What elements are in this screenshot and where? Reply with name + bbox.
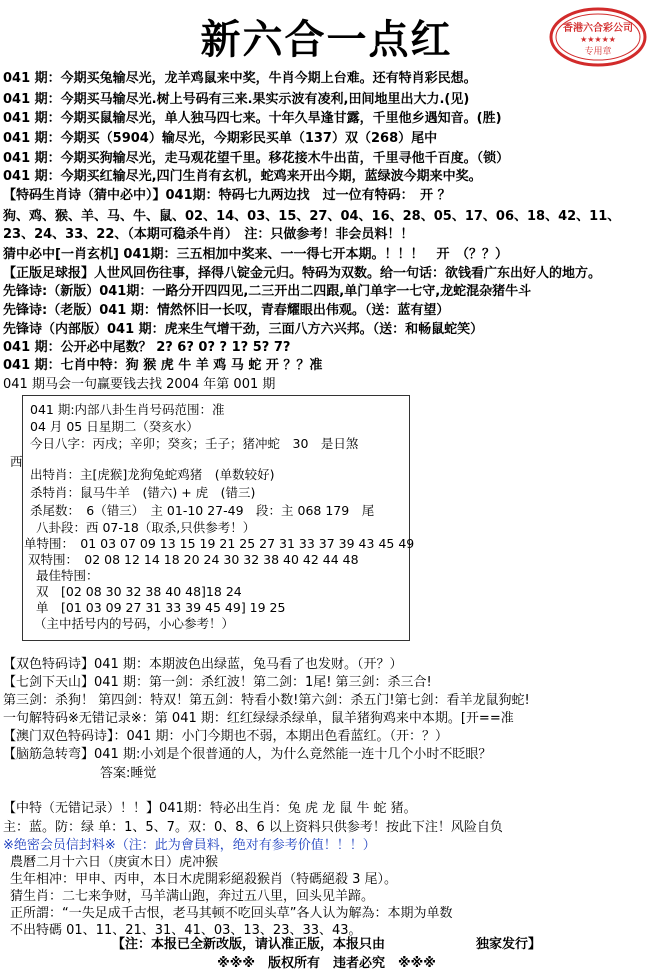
box-line: 单特围： 01 03 07 09 13 15 19 21 25 27 31 33 37 39 43 45 49 [24, 536, 415, 551]
box-line: 双 [02 08 30 32 38 40 48]18 24 [36, 584, 242, 599]
box-line: 杀特肖：鼠马牛羊 (错六) + 虎 (错三) [30, 485, 256, 500]
box-line: 最佳特围： [36, 568, 99, 583]
lines-line: 041 期：今期买马输尽光.树上号码有三来.果实示波有凌利,田间地里出大力.(见) [3, 92, 470, 107]
lines2-line: 【澳门双色特码诗】：041 期：小门今期也不弱，本期出色看蓝红。（开：？） [3, 729, 448, 744]
lines2-line: ※绝密会员信封料※（注：此为會員料，绝对有参考价值！！！） [3, 838, 376, 853]
lines-line: 【特码生肖诗（猜中必中）】041期：特码七九两边找 过一位有特码： 开 ？ [3, 188, 451, 203]
svg-text:★★★★★: ★★★★★ [580, 35, 616, 44]
lines-line: 041 期：今期买鼠输尽光，单人独马四七来。十年久旱逢甘露，千里他乡遇知音。(胜) [3, 111, 502, 126]
lines-line: 猜中必中[一肖玄机] 041期：三五相加中奖来、一一得七开本期。！！！ 开 （？？） [3, 247, 509, 262]
svg-text:香港六合彩公司: 香港六合彩公司 [563, 23, 633, 34]
box-line: 西 [10, 454, 23, 469]
lines-line: 041 期：公开必中尾数？ 2? 6? 0? ? 1? 5? 7? [3, 340, 291, 355]
box-line: 04 月 05 日星期二（癸亥水） [30, 419, 199, 434]
lines-line: 23、24、33、22、（本期可稳杀牛肖） 注：只做参考！非会员料！！ [3, 227, 414, 242]
box-line: 单 [01 03 09 27 31 33 39 45 49] 19 25 [36, 600, 286, 615]
lines-line: 狗、鸡、猴、羊、马、牛、鼠、02、14、03、15、27、04、16、28、05、17、06、18、42、11、 [3, 209, 621, 224]
svg-text:专用章: 专用章 [584, 47, 612, 57]
lines-line: 041 期马会一句赢要钱去找 2004 年第 001 期 [3, 377, 276, 392]
lines2-line: 【双色特码诗】041 期：本期波色出绿蓝，兔马看了也发财。（开？） [3, 657, 403, 672]
lines2-line: 主：蓝。防：绿 单：1、5、7。双：0、8、6 以上资料只供参考！按此下注！风险自负 [3, 820, 503, 835]
lines-line: 先锋诗（内部版）041 期：虎来生气增干劲，三面八方六兴邦。（送：和畅鼠蛇笑） [3, 322, 484, 337]
box-line: 041 期:内部八卦生肖号码范围：准 [30, 402, 225, 417]
lines-line: 041 期：今期买（5904）输尽光，今期彩民买单（137）双（268）尾中 [3, 131, 438, 146]
lines-line: 041 期：今期买红输尽光,四门生肖有玄机，蛇鸡来开出今期，蓝绿波今期来中奖。 [3, 169, 482, 184]
lines2-line: 農曆二月十六日（庚寅木日）虎冲猴 [10, 855, 219, 870]
box-line: 出特肖：主[虎猴]龙狗兔蛇鸡猪 (单数较好) [30, 467, 275, 482]
box-line: 今日八字：丙戌；辛卯；癸亥；壬子；猪冲蛇 30 是日煞 [30, 436, 359, 451]
lines-line: 【正版足球报】人世风回伤往事，择得八锭金元归。特码为双数。给一句话：欲钱看广东出好人的地方。 [3, 266, 602, 281]
footer-notice: 【注：本报已全新改版，请认准正版，本报只由 独家发行】 [111, 937, 541, 952]
lines-line: 041 期：七肖中特：狗 猴 虎 牛 羊 鸡 马 蛇 开 ？？准 [3, 358, 323, 373]
lines2-line: 生年相冲：甲申、丙申，本日木虎開彩絕殺猴肖（特碼絕殺 3 尾）。 [10, 872, 398, 887]
lines2-line: 答案:睡觉 [100, 766, 157, 781]
lines2-line: 一句解特码※无错记录※：第 041 期：红红绿绿杀绿单，鼠羊猪狗鸡来中本期。[开==准 [3, 711, 514, 726]
lines-line: 041 期：今期买狗输尽光，走马观花望千里。移花接木牛出苗，千里寻他千百度。（锁） [3, 151, 510, 166]
lines-line: 先锋诗:（新版）041期：一路分开四四见,二三开出二四跟,单门单字一七守,龙蛇混杂猪牛斗 [3, 284, 532, 299]
lines-line: 先锋诗:（老版）041 期：情然怀旧一长叹，青春耀眼出伟观。（送：蓝有望） [3, 303, 450, 318]
page-title: 新六合一点红 [200, 16, 453, 63]
lines2-line: 猜生肖：二七来争财，马羊满山跑，奔过五八里，回头见羊蹄。 [10, 889, 375, 904]
lines2-line: 【脑筋急转弯】041 期:小刘是个很普通的人，为什么竟然能一连十几个小时不眨眼？ [3, 747, 492, 762]
box-line: 杀尾数： 6（错三） 主 01-10 27-49 段：主 068 179 尾 [30, 503, 375, 518]
lines2-line: 【中特（无错记录）！！】041期：特必出生肖：兔 虎 龙 鼠 牛 蛇 猪。 [3, 801, 417, 816]
lines2-line: 【七剑下天山】041 期：第一剑：杀红波！第二剑：1尾! 第三剑：杀三合! [3, 675, 432, 690]
lines-line: 041 期：今期买兔输尽光，龙羊鸡鼠来中奖，牛肖今期上台难。还有特肖彩民想。 [3, 71, 477, 86]
footer-copyright: ※※※ 版权所有 违者必究 ※※※ [217, 956, 436, 971]
company-seal [548, 6, 648, 68]
box-line: 双特围： 02 08 12 14 18 20 24 30 32 38 40 42 44 48 [28, 552, 359, 567]
box-line: （主中括号内的号码，小心参考！） [34, 616, 235, 631]
lines2-line: 不出特碼 01、11、21、31、41、03、13、23、33、43。 [10, 923, 362, 938]
lines2-line: 第三剑：杀狗！ 第四剑：特双！第五剑：特看小数!第六剑：杀五门!第七剑：看羊龙鼠狗蛇! [3, 693, 530, 708]
box-line: 八卦段：西 07-18（取杀,只供参考！） [36, 520, 256, 535]
lines2-line: 正所謂：“一失足成千古恨，老马其顿不吃回头草”各人认为解為：本期为单数 [10, 906, 453, 921]
